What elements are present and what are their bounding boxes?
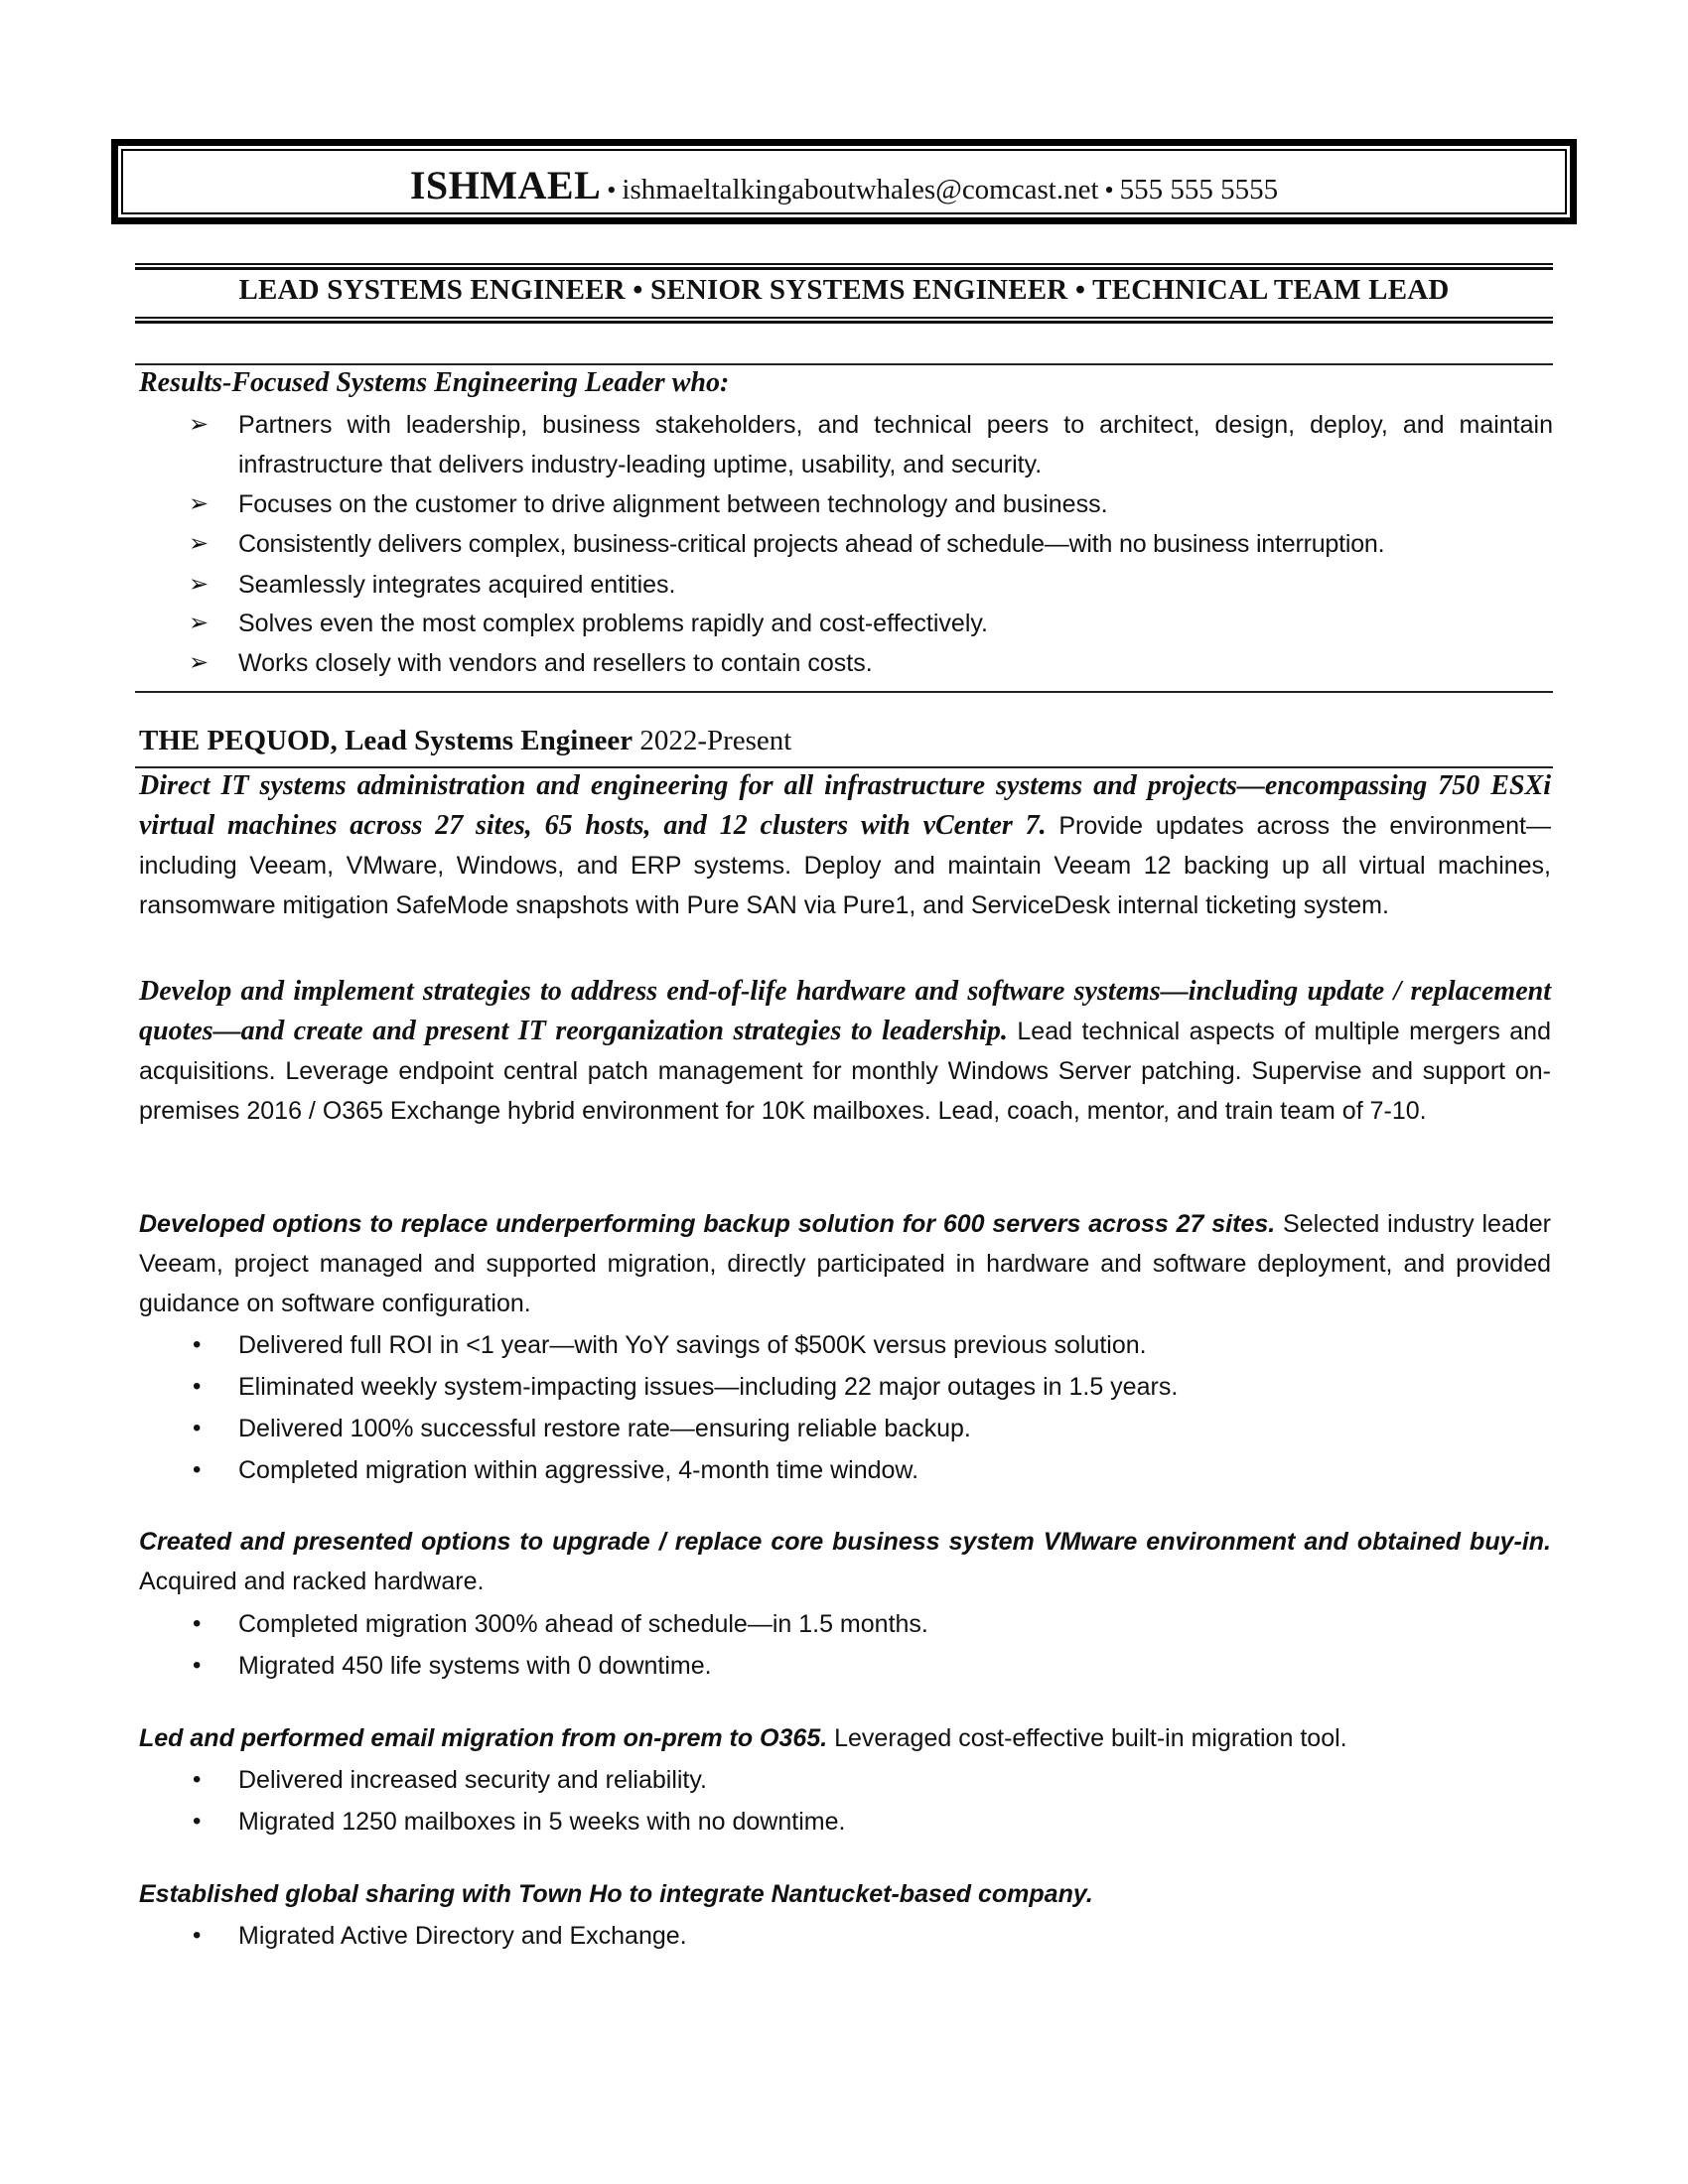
achievement-text: Acquired and racked hardware. — [139, 1568, 485, 1595]
company-name: THE PEQUOD, — [139, 725, 338, 756]
title-band-bottom-rule — [135, 317, 1553, 324]
bullet-text: Completed migration 300% ahead of schedule—in 1.5 months. — [238, 1610, 928, 1638]
job-header — [139, 725, 791, 757]
name-contact-box — [111, 139, 1577, 224]
summary-item-text: Consistently delivers complex, business-critical projects ahead of schedule—with no business interruption. — [238, 530, 1385, 558]
achievement-text: Selected industry leader Veeam, project managed and supported migration, directly participated in hardware and software deployment, and provided guidance on software configuration. — [139, 1210, 1551, 1317]
email-address: ishmaeltalkingaboutwhales@comcast.net — [622, 174, 1099, 205]
name-contact-line — [118, 162, 1570, 208]
achievement-paragraph — [139, 1718, 1551, 1758]
achievement-lead: Developed options to replace underperforming backup solution for 600 servers across 27 sites. — [139, 1210, 1276, 1238]
summary-item-text: Works closely with vendors and resellers to contain costs. — [238, 649, 873, 677]
arrow-bullet-icon: ➢ — [189, 530, 210, 557]
bullet-text: Migrated Active Directory and Exchange. — [238, 1922, 687, 1950]
achievement-text: Leveraged cost-effective built-in migration tool. — [827, 1724, 1347, 1752]
summary-item-text: Solves even the most complex problems rapidly and cost-effectively. — [238, 610, 988, 637]
summary-item-text: Partners with leadership, business stakeholders, and technical peers to architect, design, deploy, and maintain infrastructure that delivers industry-leading uptime, usability, and security. — [238, 411, 1553, 478]
paragraph-text: Provide updates across the environment—including Veeam, VMware, Windows, and ERP systems. Deploy and maintain Veeam 12 backing up all virtual machines, ransomware mitigation SafeMode snapshots with Pure SAN via Pure1, and ServiceDesk internal ticketing system. — [139, 812, 1551, 919]
separator-dot: • — [607, 176, 617, 205]
bullet-dot-icon: • — [193, 1610, 202, 1637]
job-role: Lead Systems Engineer — [345, 725, 633, 756]
bullet-text: Completed migration within aggressive, 4-month time window. — [238, 1456, 919, 1484]
candidate-name: ISHMAEL — [409, 163, 602, 207]
title-band-top-rule — [135, 263, 1553, 270]
bullet-text: Delivered increased security and reliability. — [238, 1766, 707, 1794]
paragraph-text: Lead technical aspects of multiple mergers and acquisitions. Leverage endpoint central patch management for monthly Windows Server patching. Supervise and support on-premises 2016 / O365 Exchange hybrid environment for 10K mailboxes. Lead, coach, mentor, and train team of 7-10. — [139, 1018, 1551, 1125]
bullet-text: Delivered 100% successful restore rate—ensuring reliable backup. — [238, 1415, 971, 1442]
bullet-dot-icon: • — [193, 1415, 202, 1441]
phone-number: 555 555 5555 — [1119, 174, 1279, 205]
summary-item-text: Focuses on the customer to drive alignment between technology and business. — [238, 490, 1108, 518]
bullet-text: Delivered full ROI in <1 year—with YoY savings of $500K versus previous solution. — [238, 1331, 1147, 1359]
bullet-dot-icon: • — [193, 1922, 202, 1949]
bullet-dot-icon: • — [193, 1808, 202, 1835]
bullet-dot-icon: • — [193, 1766, 202, 1793]
achievement-lead: Established global sharing with Town Ho to integrate Nantucket-based company. — [139, 1880, 1093, 1908]
arrow-bullet-icon: ➢ — [189, 411, 210, 438]
achievement-paragraph — [139, 1874, 1551, 1914]
job-description-paragraph — [139, 972, 1551, 1131]
bullet-dot-icon: • — [193, 1373, 202, 1400]
bullet-text: Eliminated weekly system-impacting issues—including 22 major outages in 1.5 years. — [238, 1373, 1179, 1401]
target-titles: LEAD SYSTEMS ENGINEER • SENIOR SYSTEMS ENGINEER • TECHNICAL TEAM LEAD — [238, 274, 1450, 306]
arrow-bullet-icon: ➢ — [189, 649, 210, 676]
bullet-dot-icon: • — [193, 1331, 202, 1358]
summary-heading: Results-Focused Systems Engineering Leader who: — [139, 367, 730, 398]
achievement-lead: Led and performed email migration from on-prem to O365. — [139, 1724, 828, 1752]
arrow-bullet-icon: ➢ — [189, 490, 210, 517]
summary-item-text: Seamlessly integrates acquired entities. — [238, 571, 676, 599]
achievement-lead: Created and presented options to upgrade / replace core business system VMware environment and obtained buy-in. — [139, 1528, 1551, 1556]
achievement-paragraph — [139, 1204, 1551, 1323]
paragraph-lead: Direct IT systems administration and engineering for all infrastructure systems and projects—encompassing 750 ESXi virtual machines across 27 sites, 65 hosts, and 12 clusters with vCenter 7. — [139, 770, 1551, 841]
job-description-paragraph — [139, 766, 1551, 925]
summary-top-rule — [135, 363, 1553, 365]
bullet-dot-icon: • — [193, 1456, 202, 1483]
job-dates: 2022-Present — [639, 725, 792, 756]
bullet-text: Migrated 450 life systems with 0 downtime. — [238, 1652, 712, 1680]
bullet-dot-icon: • — [193, 1652, 202, 1679]
arrow-bullet-icon: ➢ — [189, 610, 210, 636]
paragraph-lead: Develop and implement strategies to address end-of-life hardware and software systems—including update / replacement quotes—and create and present IT reorganization strategies to leadership. — [139, 976, 1551, 1046]
bullet-text: Migrated 1250 mailboxes in 5 weeks with no downtime. — [238, 1808, 846, 1836]
summary-bottom-rule — [135, 691, 1553, 693]
achievement-paragraph — [139, 1522, 1551, 1601]
separator-dot: • — [1104, 176, 1114, 205]
arrow-bullet-icon: ➢ — [189, 571, 210, 598]
